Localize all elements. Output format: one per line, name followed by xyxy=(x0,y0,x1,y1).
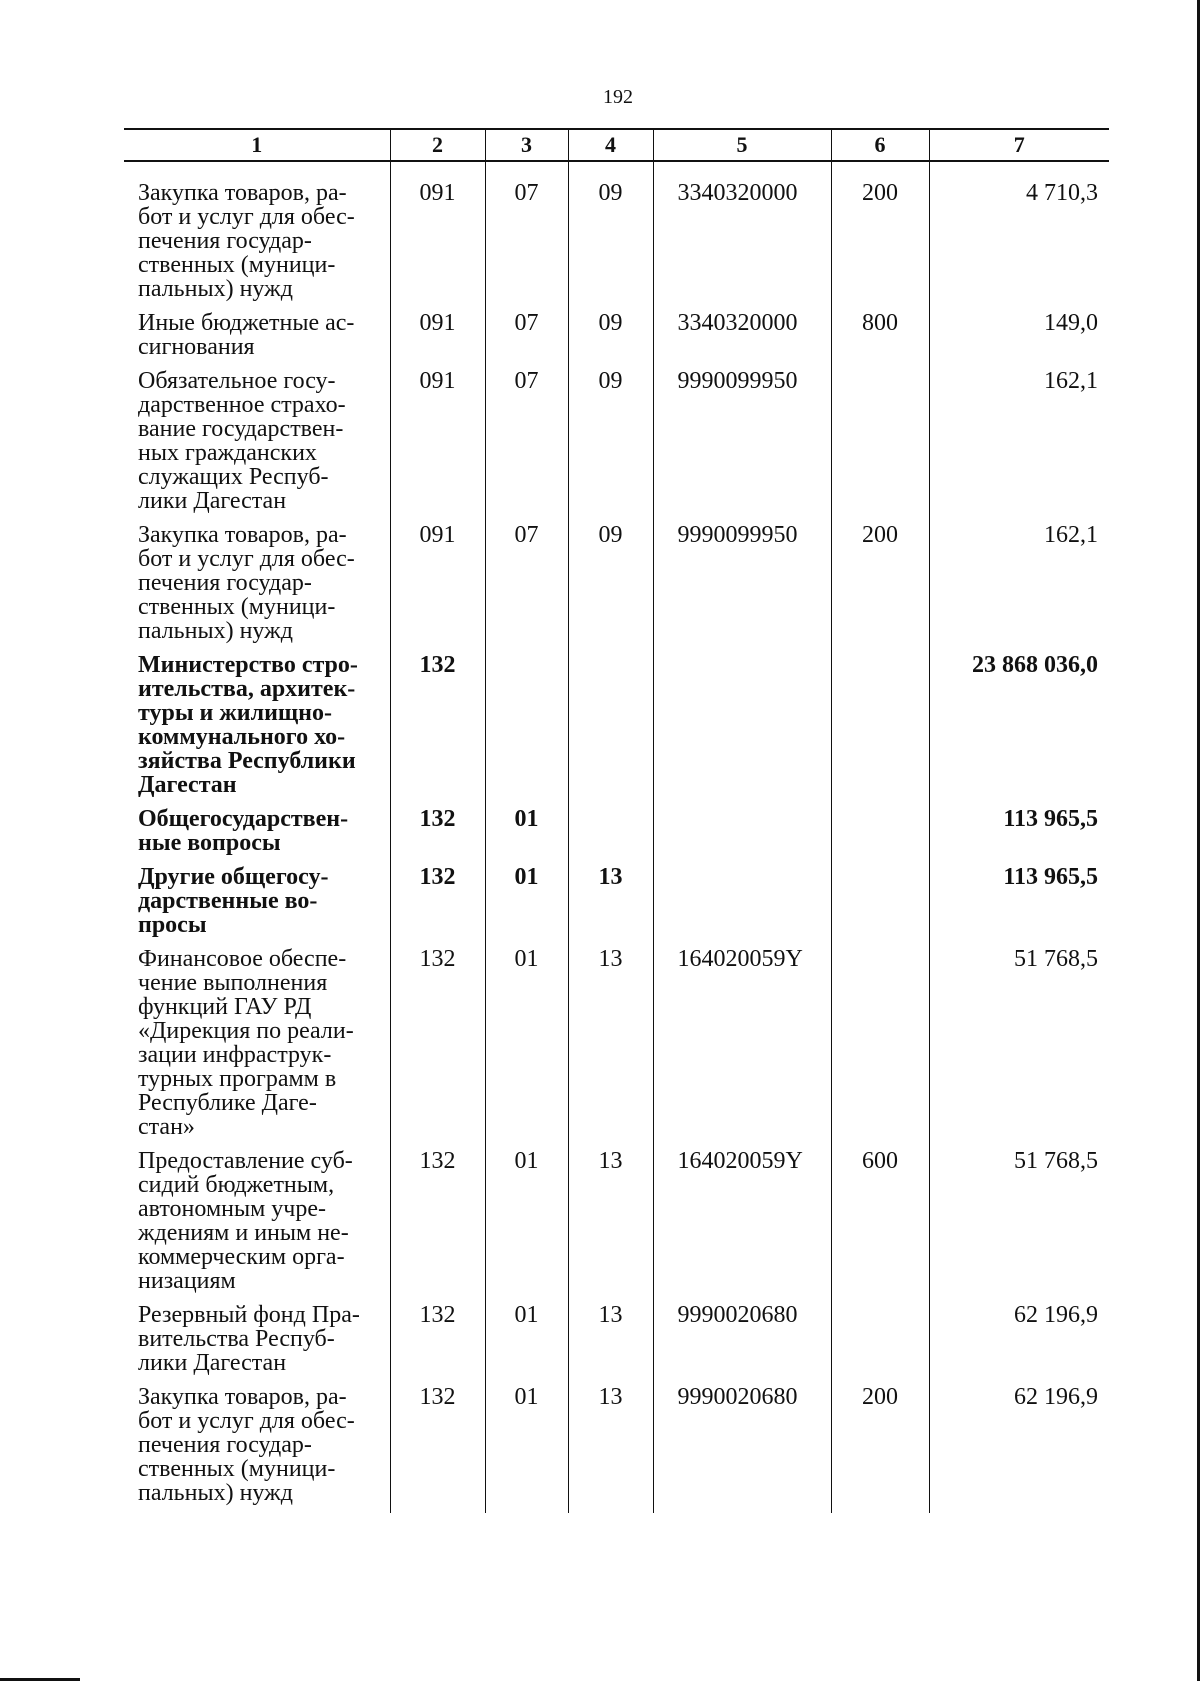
table-row xyxy=(124,1293,1109,1375)
row-code-5-cell: 164020059Y xyxy=(653,1139,831,1293)
row-code-3-cell: 01 xyxy=(485,1139,568,1293)
row-code-3-cell: 01 xyxy=(485,1293,568,1375)
row-code-4-cell: 13 xyxy=(568,1375,653,1513)
row-code-3-cell: 07 xyxy=(485,513,568,643)
header-cell-7: 7 xyxy=(929,129,1109,161)
row-name-cell: Закупка товаров, ра- бот и услуг для обес- печения государ- ственных (муници- пальных) нужд xyxy=(138,522,355,644)
row-amount-cell: 62 196,9 xyxy=(929,1375,1109,1513)
row-code-2-cell: 132 xyxy=(390,855,485,937)
row-amount-cell: 23 868 036,0 xyxy=(929,643,1109,797)
table-row xyxy=(124,513,1109,643)
row-code-5-cell xyxy=(653,855,831,937)
table-row xyxy=(124,797,1109,855)
table-row xyxy=(124,359,1109,513)
row-amount-cell: 51 768,5 xyxy=(929,937,1109,1139)
row-code-4-cell: 09 xyxy=(568,161,653,301)
budget-table xyxy=(124,128,1109,1513)
table-row xyxy=(124,161,1109,301)
row-code-4-cell: 13 xyxy=(568,855,653,937)
header-cell-2: 2 xyxy=(390,129,485,161)
row-code-5-cell: 3340320000 xyxy=(653,161,831,301)
row-code-2-cell: 132 xyxy=(390,1139,485,1293)
row-code-5-cell: 9990099950 xyxy=(653,513,831,643)
row-code-2-cell: 091 xyxy=(390,161,485,301)
header-cell-5: 5 xyxy=(653,129,831,161)
row-code-5-cell: 9990099950 xyxy=(653,359,831,513)
row-code-6-cell: 600 xyxy=(831,1139,929,1293)
row-code-5-cell xyxy=(653,797,831,855)
row-code-6-cell: 200 xyxy=(831,1375,929,1513)
row-amount-cell: 62 196,9 xyxy=(929,1293,1109,1375)
row-code-6-cell xyxy=(831,359,929,513)
row-code-6-cell xyxy=(831,1293,929,1375)
row-code-3-cell: 07 xyxy=(485,301,568,359)
table-row xyxy=(124,1375,1109,1513)
row-name-cell: Закупка товаров, ра- бот и услуг для обес- печения государ- ственных (муници- пальных) нужд xyxy=(138,1384,355,1506)
row-code-6-cell xyxy=(831,855,929,937)
row-code-2-cell: 132 xyxy=(390,1375,485,1513)
table-row xyxy=(124,1139,1109,1293)
row-code-4-cell: 09 xyxy=(568,301,653,359)
row-code-3-cell: 01 xyxy=(485,797,568,855)
row-name-cell: Общегосударствен- ные вопросы xyxy=(138,806,349,856)
header-cell-1: 1 xyxy=(124,129,390,161)
row-code-5-cell: 164020059Y xyxy=(653,937,831,1139)
row-code-3-cell: 01 xyxy=(485,855,568,937)
header-cell-6: 6 xyxy=(831,129,929,161)
row-code-3-cell: 01 xyxy=(485,1375,568,1513)
row-code-2-cell: 132 xyxy=(390,937,485,1139)
page-number: 192 xyxy=(603,86,633,108)
row-name-cell: Предоставление суб- сидий бюджетным, автономным учре- ждениям и иным не- коммерческим орга- низациям xyxy=(138,1148,353,1294)
row-name-cell: Резервный фонд Пра- вительства Респуб- лики Дагестан xyxy=(138,1302,360,1376)
row-code-6-cell xyxy=(831,643,929,797)
row-amount-cell: 51 768,5 xyxy=(929,1139,1109,1293)
row-code-3-cell: 07 xyxy=(485,359,568,513)
row-name-cell: Министерство стро- ительства, архитек- туры и жилищно- коммунального хо- зяйства Республики Дагестан xyxy=(138,652,358,798)
row-code-3-cell: 07 xyxy=(485,161,568,301)
row-code-2-cell: 132 xyxy=(390,1293,485,1375)
row-name-cell: Другие общегосу- дарственные во- просы xyxy=(138,864,329,938)
row-amount-cell: 113 965,5 xyxy=(929,855,1109,937)
table-row xyxy=(124,301,1109,359)
row-amount-cell: 149,0 xyxy=(929,301,1109,359)
table-row xyxy=(124,855,1109,937)
row-code-5-cell xyxy=(653,643,831,797)
table-body xyxy=(124,161,1109,1513)
row-code-6-cell xyxy=(831,797,929,855)
table-row xyxy=(124,643,1109,797)
row-code-2-cell: 132 xyxy=(390,643,485,797)
row-code-2-cell: 091 xyxy=(390,513,485,643)
row-amount-cell: 4 710,3 xyxy=(929,161,1109,301)
row-code-6-cell: 200 xyxy=(831,513,929,643)
row-code-4-cell: 13 xyxy=(568,1139,653,1293)
row-code-4-cell: 13 xyxy=(568,937,653,1139)
row-code-2-cell: 091 xyxy=(390,359,485,513)
row-code-2-cell: 091 xyxy=(390,301,485,359)
row-code-6-cell: 200 xyxy=(831,161,929,301)
row-code-6-cell: 800 xyxy=(831,301,929,359)
row-code-4-cell: 13 xyxy=(568,1293,653,1375)
row-code-4-cell xyxy=(568,643,653,797)
header-cell-3: 3 xyxy=(485,129,568,161)
row-code-6-cell xyxy=(831,937,929,1139)
row-amount-cell: 113 965,5 xyxy=(929,797,1109,855)
row-code-2-cell: 132 xyxy=(390,797,485,855)
row-code-4-cell xyxy=(568,797,653,855)
row-code-5-cell: 3340320000 xyxy=(653,301,831,359)
header-row xyxy=(124,129,1109,161)
row-name-cell: Обязательное госу- дарственное страхо- вание государствен- ных гражданских служащих Респуб- лики Дагестан xyxy=(138,368,346,514)
row-code-5-cell: 9990020680 xyxy=(653,1293,831,1375)
row-amount-cell: 162,1 xyxy=(929,513,1109,643)
header-cell-4: 4 xyxy=(568,129,653,161)
row-name-cell: Иные бюджетные ас- сигнования xyxy=(138,310,355,360)
row-code-3-cell xyxy=(485,643,568,797)
row-code-3-cell: 01 xyxy=(485,937,568,1139)
row-name-cell: Закупка товаров, ра- бот и услуг для обес- печения государ- ственных (муници- пальных) нужд xyxy=(138,180,355,302)
row-code-4-cell: 09 xyxy=(568,513,653,643)
row-amount-cell: 162,1 xyxy=(929,359,1109,513)
row-code-4-cell: 09 xyxy=(568,359,653,513)
row-code-5-cell: 9990020680 xyxy=(653,1375,831,1513)
row-name-cell: Финансовое обеспе- чение выполнения функций ГАУ РД «Дирекция по реали- зации инфраструк- турных программ в Республике Даге- стан» xyxy=(138,946,354,1140)
table-row xyxy=(124,937,1109,1139)
